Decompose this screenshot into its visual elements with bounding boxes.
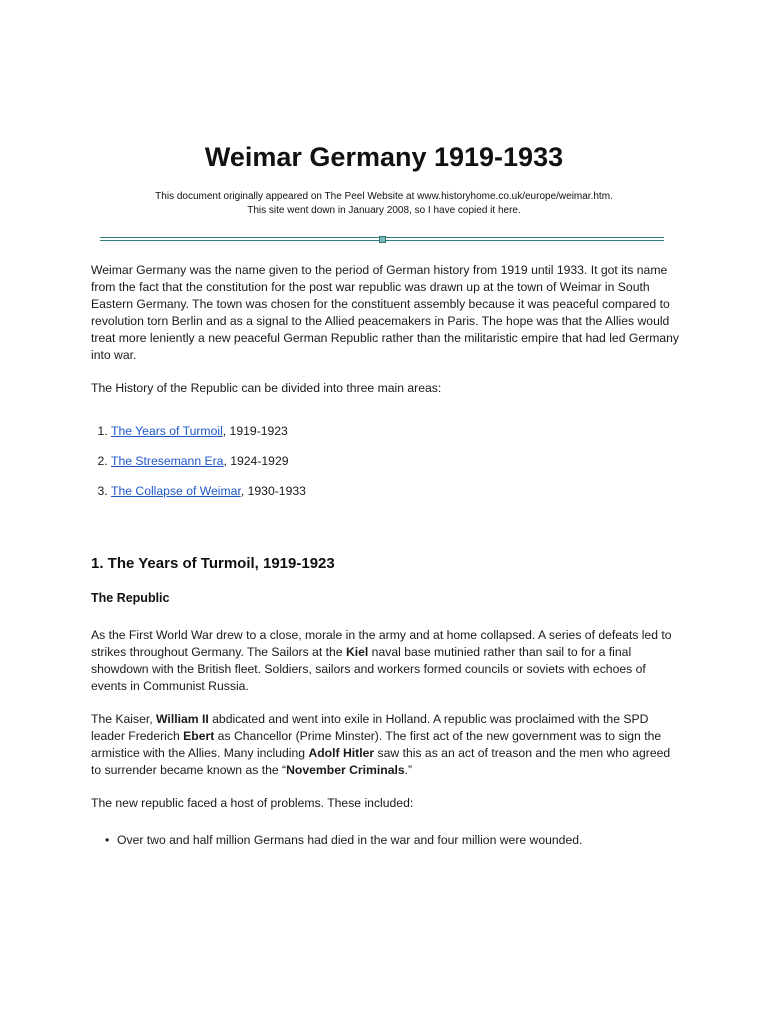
areas-intro: The History of the Republic can be divided into three main areas: xyxy=(91,381,442,395)
bold-term: William II xyxy=(156,712,209,726)
text-run: The Kaiser, xyxy=(91,712,157,726)
text-run: as Chancellor (Prime Minster). The first act of the new government was to sign the armistice with the Allies. Many including xyxy=(91,729,662,760)
subsection-heading: The Republic xyxy=(91,591,170,605)
source-note-line-2: This site went down in January 2008, so I have copied it here. xyxy=(247,205,521,216)
list-item xyxy=(111,483,681,500)
link-stresemann-era[interactable]: The Stresemann Era xyxy=(111,454,224,468)
horizontal-divider xyxy=(100,237,664,242)
source-note-line-1: This document originally appeared on The Peel Website at www.historyhome.co.uk/europe/weimar.htm. xyxy=(155,191,613,202)
problems-list xyxy=(91,832,681,849)
text-run: abdicated and went into exile in Holland. A republic was proclaimed with the SPD leader Frederich xyxy=(91,712,649,743)
source-note xyxy=(0,190,768,218)
area-dates: , 1919-1923 xyxy=(222,424,288,438)
intro-paragraph: Weimar Germany was the name given to the period of German history from 1919 until 1933. It got its name from the fact that the constitution for the post war republic was drawn up at the town of Weimar in South Eastern Germany. The town was chosen for the constituent assembly because it was peaceful compared to revolution torn Berlin and as a signal to the Allied peacemakers in Paris. The hope was that the Allies would treat more leniently a new peaceful German Republic rather than the militaristic empire that had led Germany into war. xyxy=(91,263,679,362)
link-collapse-of-weimar[interactable]: The Collapse of Weimar xyxy=(111,484,241,498)
bold-term: Ebert xyxy=(183,729,215,743)
link-years-of-turmoil[interactable]: The Years of Turmoil xyxy=(111,424,223,438)
area-dates: , 1924-1929 xyxy=(223,454,289,468)
bold-term: November Criminals xyxy=(286,763,405,777)
paragraph-kaiser xyxy=(91,711,681,779)
paragraph-problems-intro: The new republic faced a host of problems. These included: xyxy=(91,796,414,810)
bullet-icon: • xyxy=(105,833,110,847)
list-item xyxy=(111,453,681,470)
bullet-text: Over two and half million Germans had died in the war and four million were wounded. xyxy=(117,833,583,847)
text-run: naval base mutinied rather than sail to for a final showdown with the British fleet. Soldiers, sailors and workers formed councils or soviets with echoes of events in Communist Russia. xyxy=(91,645,646,693)
section-heading: 1. The Years of Turmoil, 1919-1923 xyxy=(91,555,335,572)
divider-ornament-icon xyxy=(379,236,386,243)
list-item xyxy=(111,423,681,440)
area-dates: , 1930-1933 xyxy=(240,484,306,498)
list-item xyxy=(105,832,681,849)
text-run: As the First World War drew to a close, morale in the army and at home collapsed. A series of defeats led to strikes throughout Germany. The Sailors at the xyxy=(91,628,672,659)
bold-term: Adolf Hitler xyxy=(308,746,375,760)
paragraph-war-end xyxy=(91,627,681,695)
page-title: Weimar Germany 1919-1933 xyxy=(204,142,564,172)
document-body xyxy=(91,262,681,849)
areas-list xyxy=(91,423,681,500)
text-run: .” xyxy=(404,763,413,777)
bold-term: Kiel xyxy=(345,645,369,659)
text-run: saw this as an act of treason and the men who agreed to surrender became known as the “ xyxy=(91,746,671,777)
